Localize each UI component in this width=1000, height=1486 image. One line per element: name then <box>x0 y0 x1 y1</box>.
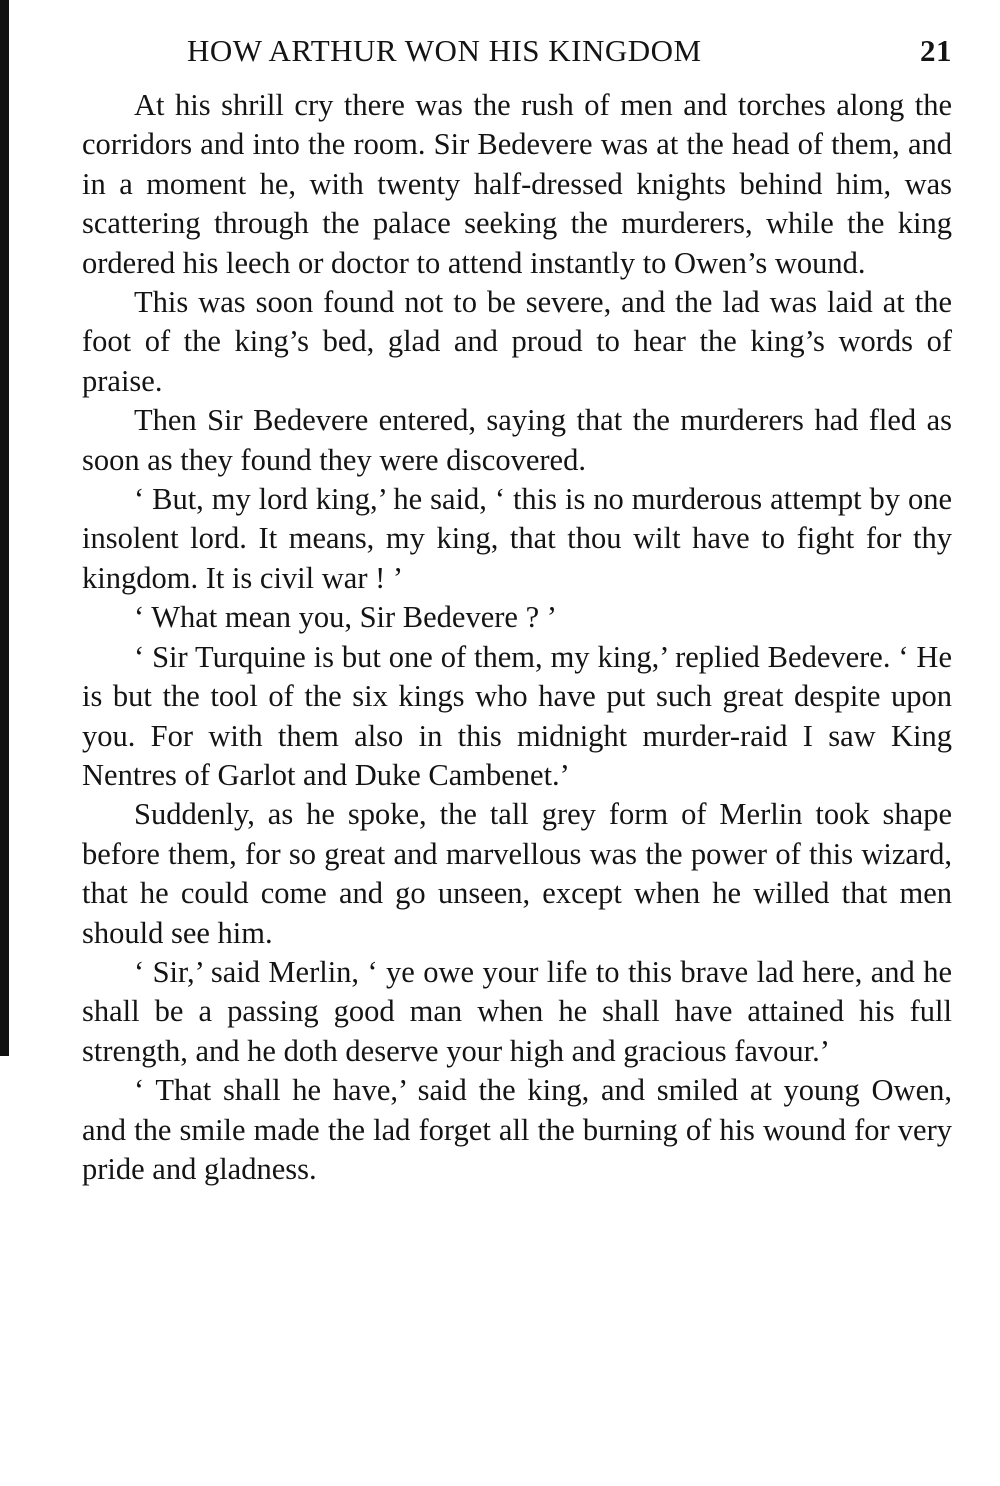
paragraph: ‘ That shall he have,’ said the king, and smiled at young Owen, and the smile made the lad forget all the burning of his wound for very pride and gladness. <box>82 1073 952 1186</box>
running-title: HOW ARTHUR WON HIS KINGDOM <box>187 33 702 68</box>
paragraph: ‘ What mean you, Sir Bedevere ? ’ <box>134 600 557 635</box>
paragraph: ‘ Sir,’ said Merlin, ‘ ye owe your life to this brave lad here, and he shall be a passing good man when he shall have attained his full strength, and he doth deserve your high and gracious favour.’ <box>82 954 952 1068</box>
book-page <box>82 26 952 1189</box>
paragraph: At his shrill cry there was the rush of men and torches along the corridors and into the room. Sir Bedevere was at the head of them, and in a moment he, with twenty half-dressed knights behind him, was scattering through the palace seeking the murderers, while the king ordered his leech or doctor to attend instantly to Owen’s wound. <box>82 88 952 280</box>
paragraph: This was soon found not to be severe, and the lad was laid at the foot of the king’s bed, glad and proud to hear the king’s words of praise. <box>82 285 952 398</box>
paragraph: ‘ But, my lord king,’ he said, ‘ this is no murderous attempt by one insolent lord. It means, my king, that thou wilt have to fight for thy kingdom. It is civil war ! ’ <box>82 482 952 595</box>
paragraph: ‘ Sir Turquine is but one of them, my king,’ replied Bedevere. ‘ He is but the tool of the six kings who have put such great despite upon you. For with them also in this midnight murder-raid I saw King Nentres of Garlot and Duke Cambenet.’ <box>82 639 952 792</box>
page-number: 21 <box>920 33 952 68</box>
paragraph: Then Sir Bedevere entered, saying that the murderers had fled as soon as they found they were discovered. <box>82 403 952 477</box>
body-text <box>82 86 952 1189</box>
paragraph: Suddenly, as he spoke, the tall grey form of Merlin took shape before them, for so great and marvellous was the power of this wizard, that he could come and go unseen, except when he willed that men should see him. <box>82 797 952 950</box>
binding-edge <box>0 0 9 1056</box>
running-head <box>82 26 952 76</box>
